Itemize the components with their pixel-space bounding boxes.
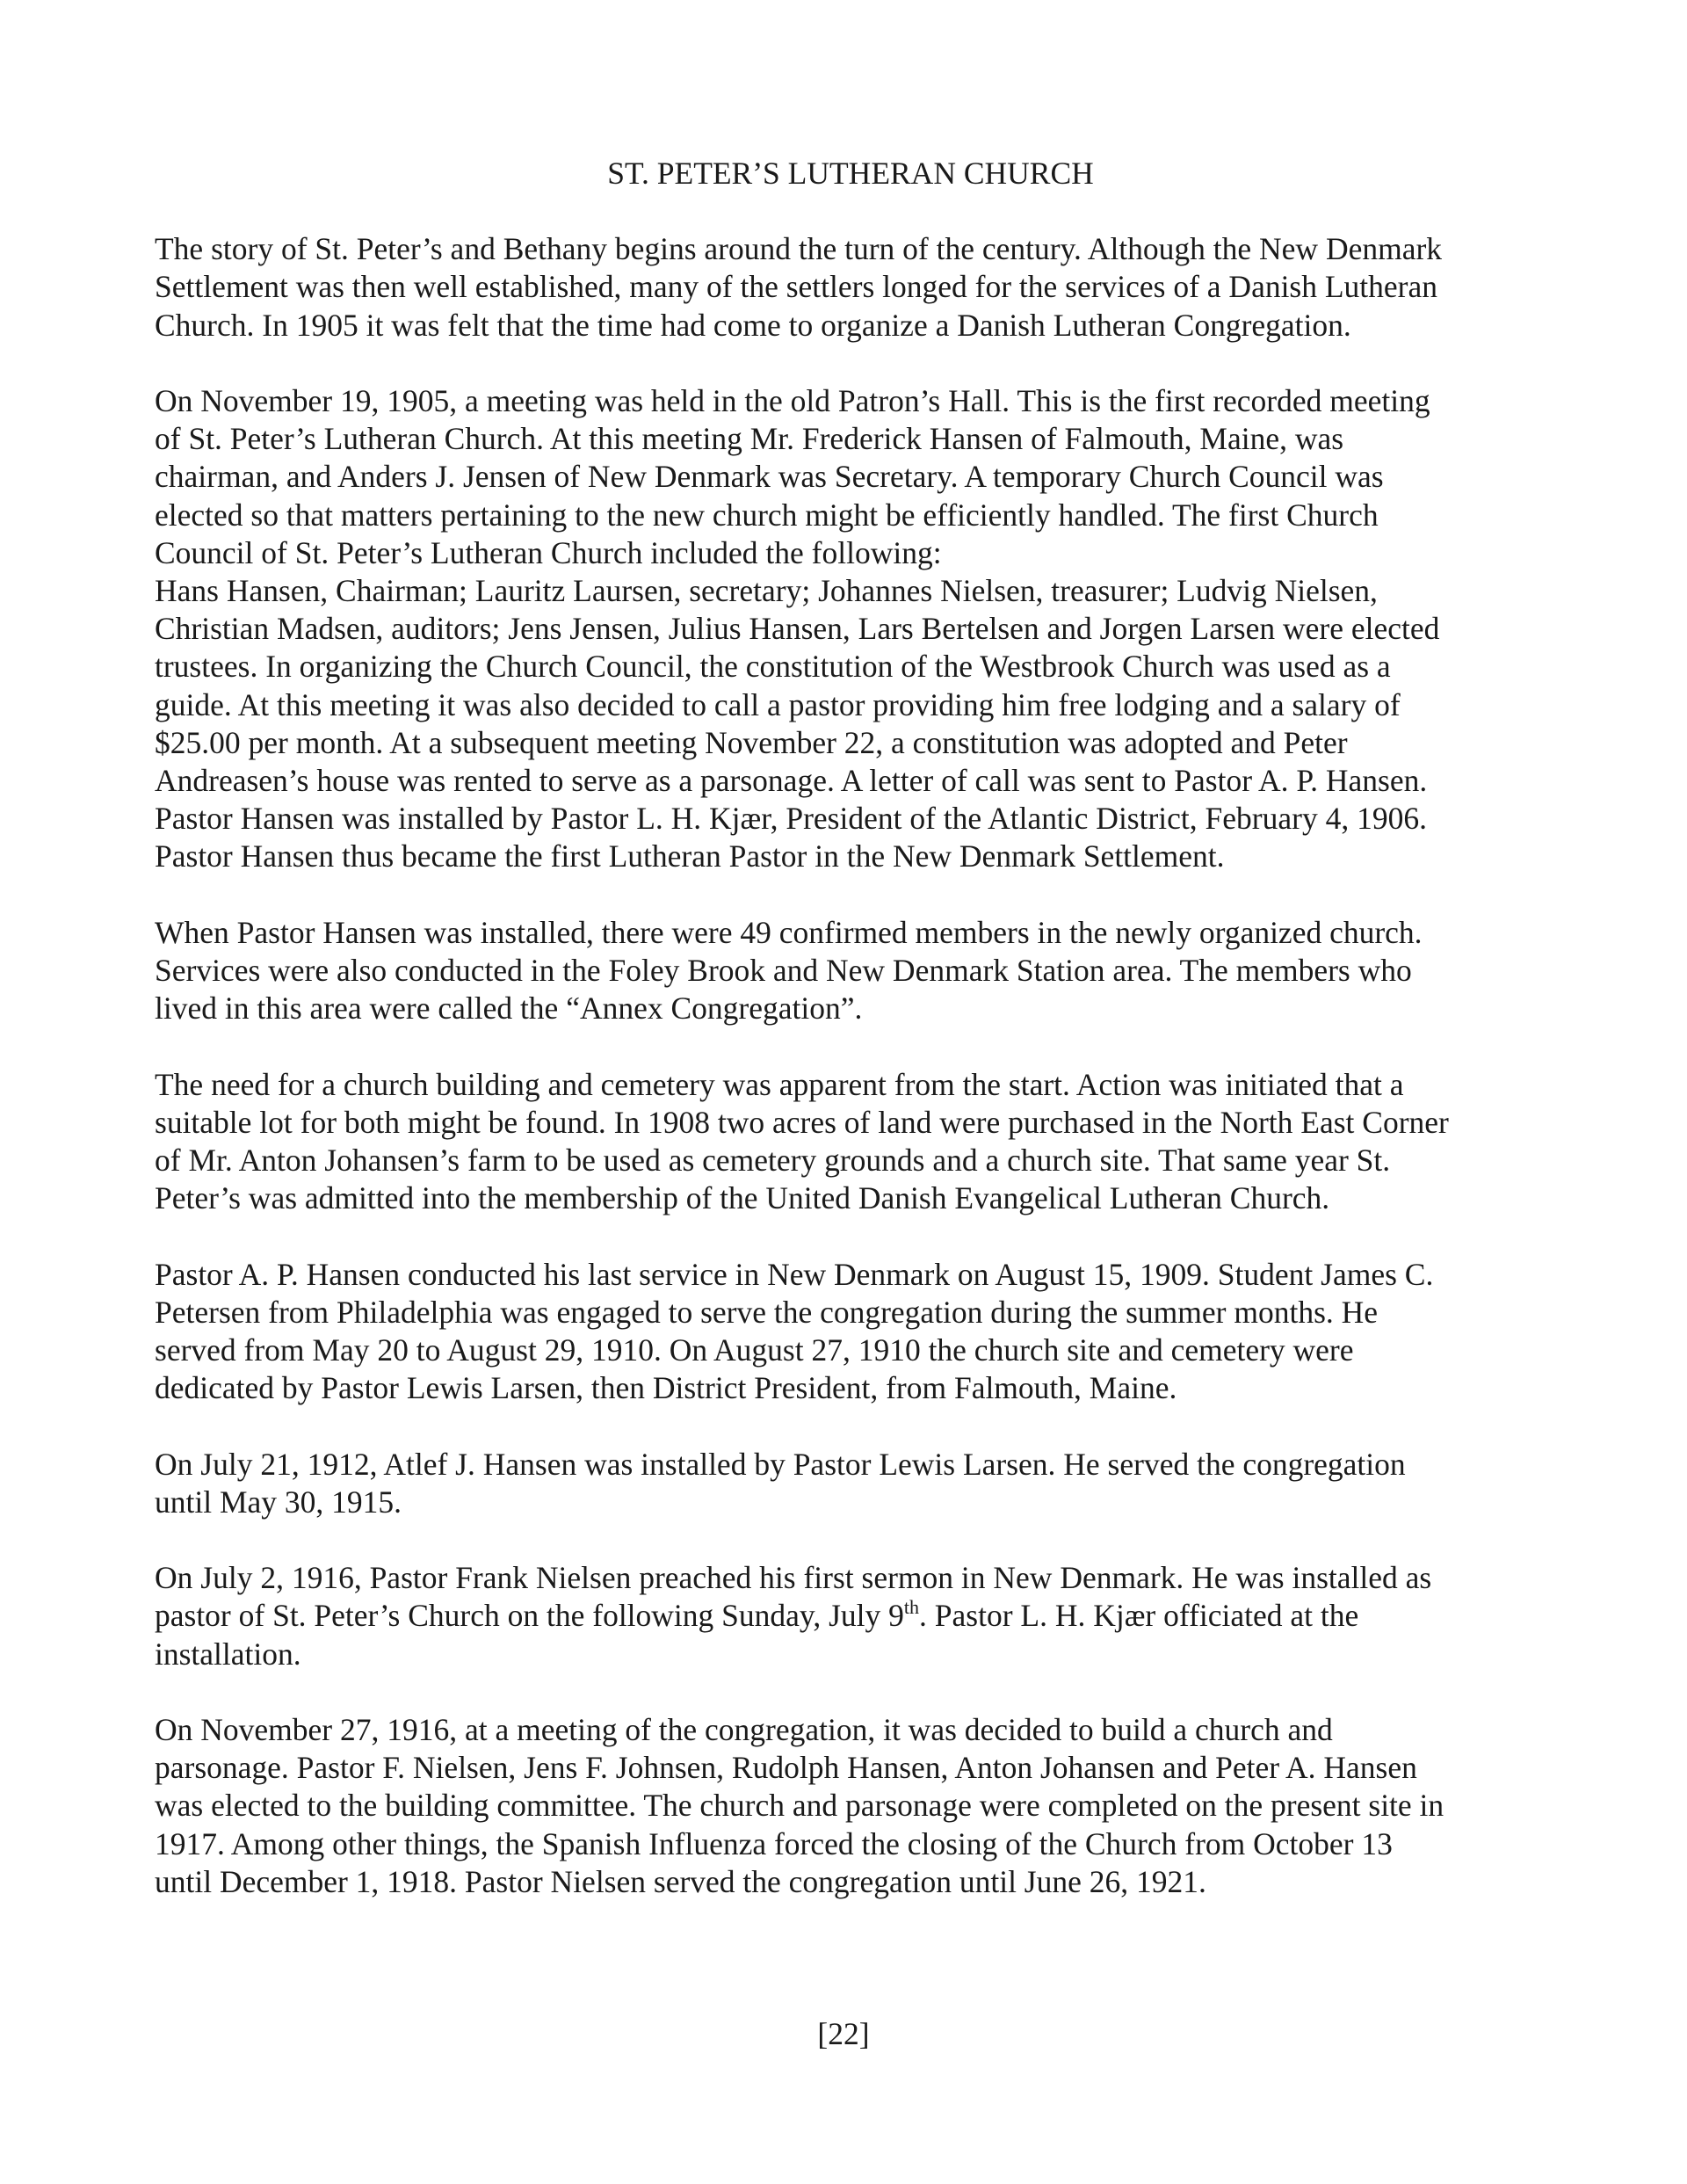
text-line: 1917. Among other things, the Spanish Influenza forced the closing of the Church from October 13	[155, 1825, 1393, 1861]
paragraph	[155, 1559, 1543, 1673]
text-line: On July 2, 1916, Pastor Frank Nielsen preached his first sermon in New Denmark. He was installed as	[155, 1560, 1432, 1596]
ordinal-superscript: th	[903, 1595, 920, 1618]
text-segment: . Pastor L. H. Kjær officiated at the	[919, 1598, 1359, 1634]
text-line: Peter’s was admitted into the membership of the United Danish Evangelical Lutheran Church.	[155, 1180, 1330, 1216]
text-line: dedicated by Pastor Lewis Larsen, then District President, from Falmouth, Maine.	[155, 1370, 1177, 1406]
paragraph	[155, 1711, 1543, 1901]
text-line: Pastor A. P. Hansen conducted his last service in New Denmark on August 15, 1909. Student James C.	[155, 1256, 1434, 1292]
text-line: served from May 20 to August 29, 1910. On August 27, 1910 the church site and cemetery were	[155, 1332, 1354, 1368]
paragraph	[155, 1446, 1543, 1521]
text-line: On November 19, 1905, a meeting was held in the old Patron’s Hall. This is the first recorded meeting	[155, 383, 1430, 418]
paragraph	[155, 382, 1543, 876]
text-line: elected so that matters pertaining to the new church might be efficiently handled. The first Church	[155, 497, 1379, 533]
text-line: was elected to the building committee. The church and parsonage were completed on the present site in	[155, 1788, 1444, 1824]
paragraph	[155, 230, 1543, 345]
text-line: Andreasen’s house was rented to serve as a parsonage. A letter of call was sent to Pastor A. P. Hansen.	[155, 763, 1428, 799]
text-line: On July 21, 1912, Atlef J. Hansen was installed by Pastor Lewis Larsen. He served the congregation	[155, 1446, 1406, 1482]
text-line: The need for a church building and cemetery was apparent from the start. Action was initiated that a	[155, 1066, 1404, 1102]
text-line: Hans Hansen, Chairman; Lauritz Laursen, secretary; Johannes Nielsen, treasurer; Ludvig Nielsen,	[155, 573, 1378, 609]
text-line: Christian Madsen, auditors; Jens Jensen, Julius Hansen, Lars Bertelsen and Jorgen Larsen were elected	[155, 611, 1440, 647]
text-line: until May 30, 1915.	[155, 1484, 402, 1520]
text-line: lived in this area were called the “Annex Congregation”.	[155, 990, 863, 1027]
text-line: Pastor Hansen was installed by Pastor L. H. Kjær, President of the Atlantic District, February 4, 1906.	[155, 801, 1427, 837]
text-line: On November 27, 1916, at a meeting of the congregation, it was decided to build a church and	[155, 1712, 1333, 1748]
text-line: Petersen from Philadelphia was engaged to serve the congregation during the summer months. He	[155, 1294, 1379, 1330]
text-line: Pastor Hansen thus became the first Lutheran Pastor in the New Denmark Settlement.	[155, 838, 1225, 874]
text-line: parsonage. Pastor F. Nielsen, Jens F. Johnsen, Rudolph Hansen, Anton Johansen and Peter A. Hansen	[155, 1750, 1417, 1786]
text-line: When Pastor Hansen was installed, there were 49 confirmed members in the newly organized church.	[155, 914, 1423, 950]
paragraph	[155, 914, 1543, 1028]
text-segment: pastor of St. Peter’s Church on the following Sunday, July 9	[155, 1598, 904, 1634]
text-line: installation.	[155, 1636, 301, 1672]
text-line: of St. Peter’s Lutheran Church. At this meeting Mr. Frederick Hansen of Falmouth, Maine, was	[155, 421, 1344, 457]
page-content	[155, 155, 1543, 1939]
text-line: Settlement was then well established, many of the settlers longed for the services of a Danish Lutheran	[155, 269, 1438, 305]
text-line: Church. In 1905 it was felt that the time had come to organize a Danish Lutheran Congregation.	[155, 307, 1351, 343]
text-line: trustees. In organizing the Church Council, the constitution of the Westbrook Church was used as a	[155, 649, 1391, 685]
text-line: Council of St. Peter’s Lutheran Church included the following:	[155, 534, 942, 570]
text-line: chairman, and Anders J. Jensen of New Denmark was Secretary. A temporary Church Council was	[155, 459, 1384, 495]
text-line: The story of St. Peter’s and Bethany begins around the turn of the century. Although the New Denmark	[155, 231, 1443, 267]
text-line: Services were also conducted in the Foley Brook and New Denmark Station area. The members who	[155, 953, 1412, 989]
text-line: guide. At this meeting it was also decided to call a pastor providing him free lodging and a salary of	[155, 686, 1401, 722]
text-line: $25.00 per month. At a subsequent meeting November 22, a constitution was adopted and Peter	[155, 724, 1348, 760]
text-line	[155, 1597, 1543, 1635]
page-number: [22]	[817, 2016, 870, 2051]
page-title: ST. PETER’S LUTHERAN CHURCH	[607, 156, 1094, 191]
text-line: until December 1, 1918. Pastor Nielsen served the congregation until June 26, 1921.	[155, 1863, 1206, 1899]
text-line: suitable lot for both might be found. In 1908 two acres of land were purchased in the North East Corner	[155, 1104, 1449, 1140]
paragraph	[155, 1256, 1543, 1408]
paragraph	[155, 1066, 1543, 1218]
text-line: of Mr. Anton Johansen’s farm to be used as cemetery grounds and a church site. That same year St.	[155, 1143, 1391, 1179]
body-text	[155, 230, 1543, 1901]
